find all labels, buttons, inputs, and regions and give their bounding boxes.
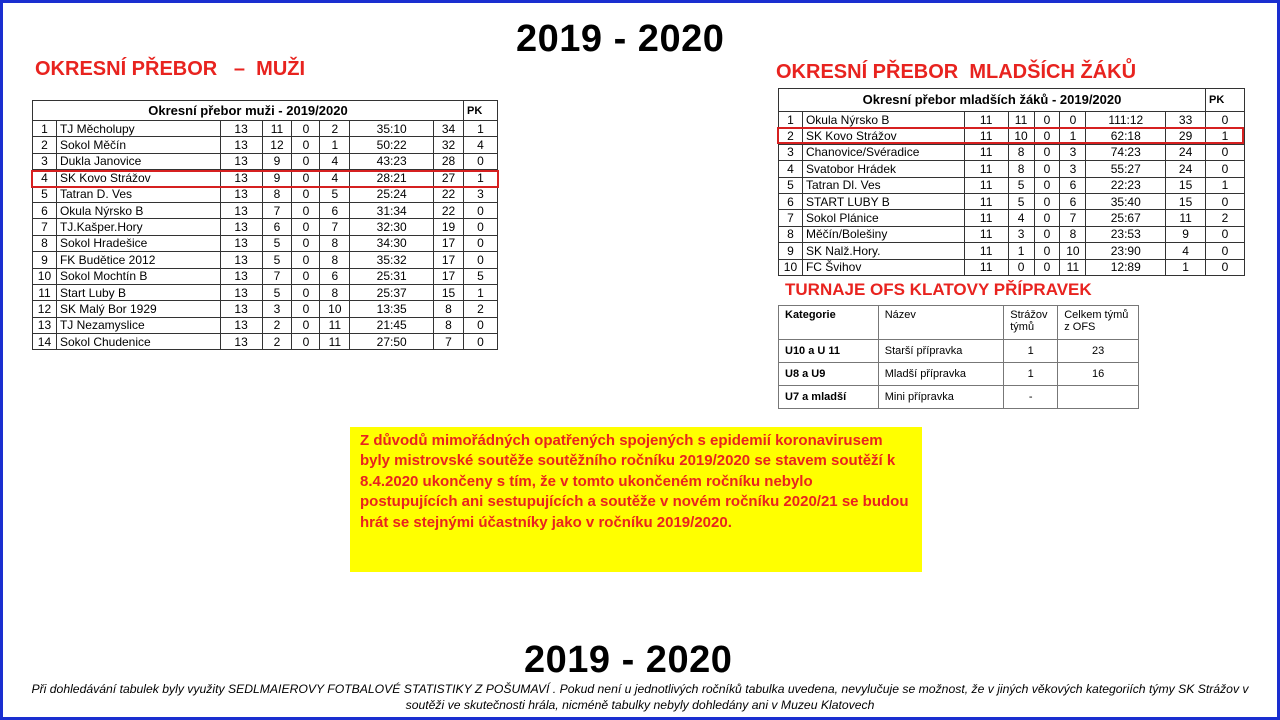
men-cell-score: 35:32 [350,252,434,268]
men-cell-score: 28:21 [350,170,434,186]
juniors-cell-wins: 10 [1008,128,1034,144]
men-cell-wins: 2 [262,334,292,350]
juniors-cell-draws: 0 [1034,128,1060,144]
men-cell-pk: 2 [463,301,497,317]
juniors-cell-score: 25:67 [1086,210,1166,226]
tournaments-table [778,305,1139,409]
juniors-cell-draws: 0 [1034,226,1060,242]
juniors-cell-rank: 4 [779,161,803,177]
men-table-row [33,186,498,202]
men-cell-wins: 12 [262,137,292,153]
men-cell-pk: 0 [463,334,497,350]
men-cell-played: 13 [220,252,262,268]
men-table-row [33,202,498,218]
tournaments-heading: TURNAJE OFS KLATOVY PŘÍPRAVEK [785,280,1092,299]
men-cell-score: 31:34 [350,202,434,218]
men-cell-team: SK Malý Bor 1929 [56,301,220,317]
men-cell-draws: 0 [292,121,320,137]
men-table-row [33,334,498,350]
juniors-cell-draws: 0 [1034,112,1060,128]
juniors-cell-pk: 0 [1206,243,1245,259]
men-cell-score: 50:22 [350,137,434,153]
men-cell-losses: 8 [320,284,350,300]
juniors-cell-wins: 4 [1008,210,1034,226]
juniors-cell-played: 11 [964,112,1008,128]
men-cell-losses: 8 [320,235,350,251]
juniors-cell-rank: 2 [779,128,803,144]
men-cell-draws: 0 [292,301,320,317]
juniors-cell-wins: 3 [1008,226,1034,242]
men-cell-draws: 0 [292,153,320,169]
juniors-cell-played: 11 [964,128,1008,144]
tournaments-cell-category: U7 a mladší [779,386,879,409]
men-cell-points: 22 [434,202,464,218]
men-cell-team: TJ Měcholupy [56,121,220,137]
men-cell-wins: 7 [262,268,292,284]
tournaments-cell-category: U10 a U 11 [779,340,879,363]
men-cell-points: 32 [434,137,464,153]
juniors-cell-draws: 0 [1034,210,1060,226]
season-title-top: 2019 - 2020 [516,18,725,60]
men-cell-pk: 5 [463,268,497,284]
men-cell-draws: 0 [292,252,320,268]
juniors-cell-team: Tatran Dl. Ves [802,177,964,193]
juniors-cell-points: 24 [1166,144,1206,160]
men-cell-score: 25:31 [350,268,434,284]
men-cell-points: 17 [434,235,464,251]
juniors-cell-pk: 0 [1206,161,1245,177]
men-cell-team: Sokol Hradešice [56,235,220,251]
men-table-header-row [33,101,498,121]
men-cell-team: FK Budětice 2012 [56,252,220,268]
juniors-cell-pk: 1 [1206,128,1245,144]
men-cell-points: 17 [434,252,464,268]
juniors-cell-played: 11 [964,193,1008,209]
juniors-cell-team: Svatobor Hrádek [802,161,964,177]
men-cell-draws: 0 [292,186,320,202]
men-cell-points: 28 [434,153,464,169]
men-cell-team: Dukla Janovice [56,153,220,169]
juniors-cell-draws: 0 [1034,259,1060,275]
men-cell-losses: 11 [320,334,350,350]
men-cell-losses: 10 [320,301,350,317]
juniors-cell-pk: 2 [1206,210,1245,226]
men-cell-losses: 11 [320,317,350,333]
men-cell-played: 13 [220,170,262,186]
men-table-row [33,301,498,317]
juniors-cell-points: 15 [1166,177,1206,193]
juniors-cell-score: 62:18 [1086,128,1166,144]
juniors-cell-score: 35:40 [1086,193,1166,209]
men-cell-score: 25:37 [350,284,434,300]
men-cell-pk: 4 [463,137,497,153]
men-cell-team: Sokol Chudenice [56,334,220,350]
juniors-cell-losses: 10 [1060,243,1086,259]
men-cell-played: 13 [220,334,262,350]
men-table-row [33,137,498,153]
men-cell-wins: 7 [262,202,292,218]
men-cell-points: 17 [434,268,464,284]
men-cell-team: Start Luby B [56,284,220,300]
juniors-cell-team: Okula Nýrsko B [802,112,964,128]
juniors-cell-draws: 0 [1034,144,1060,160]
men-cell-losses: 5 [320,186,350,202]
men-cell-score: 35:10 [350,121,434,137]
men-cell-wins: 9 [262,170,292,186]
men-cell-rank: 3 [33,153,57,169]
juniors-cell-rank: 5 [779,177,803,193]
men-cell-rank: 1 [33,121,57,137]
men-cell-wins: 5 [262,284,292,300]
men-cell-rank: 10 [33,268,57,284]
juniors-cell-rank: 9 [779,243,803,259]
men-cell-points: 22 [434,186,464,202]
juniors-cell-played: 11 [964,259,1008,275]
juniors-league-table [778,88,1245,276]
juniors-cell-rank: 8 [779,226,803,242]
juniors-cell-rank: 6 [779,193,803,209]
tournaments-cell-total-teams: 16 [1058,363,1139,386]
men-cell-team: Sokol Měčín [56,137,220,153]
juniors-cell-points: 15 [1166,193,1206,209]
men-cell-losses: 6 [320,268,350,284]
juniors-cell-losses: 3 [1060,161,1086,177]
juniors-cell-points: 11 [1166,210,1206,226]
men-cell-score: 21:45 [350,317,434,333]
men-cell-losses: 6 [320,202,350,218]
juniors-table-row [779,112,1245,128]
tournaments-header-row [779,306,1139,340]
juniors-cell-score: 55:27 [1086,161,1166,177]
men-cell-draws: 0 [292,284,320,300]
juniors-cell-draws: 0 [1034,161,1060,177]
men-cell-score: 32:30 [350,219,434,235]
men-cell-team: Tatran D. Ves [56,186,220,202]
juniors-cell-losses: 1 [1060,128,1086,144]
men-cell-rank: 4 [33,170,57,186]
juniors-cell-wins: 5 [1008,193,1034,209]
juniors-cell-score: 74:23 [1086,144,1166,160]
men-table-row [33,235,498,251]
juniors-cell-draws: 0 [1034,243,1060,259]
men-cell-losses: 4 [320,170,350,186]
men-table-row [33,153,498,169]
men-cell-draws: 0 [292,334,320,350]
men-cell-rank: 14 [33,334,57,350]
men-cell-points: 19 [434,219,464,235]
men-cell-pk: 1 [463,284,497,300]
juniors-cell-played: 11 [964,177,1008,193]
juniors-cell-losses: 8 [1060,226,1086,242]
men-cell-rank: 13 [33,317,57,333]
juniors-cell-draws: 0 [1034,177,1060,193]
juniors-table-row [779,243,1245,259]
tournaments-header-strazov-teams: Strážov týmů [1004,306,1058,340]
men-cell-losses: 7 [320,219,350,235]
men-cell-played: 13 [220,137,262,153]
men-cell-wins: 8 [262,186,292,202]
men-cell-score: 25:24 [350,186,434,202]
men-cell-pk: 1 [463,121,497,137]
tournaments-row [779,340,1139,363]
men-cell-rank: 11 [33,284,57,300]
juniors-table-row [779,210,1245,226]
men-cell-pk: 0 [463,317,497,333]
men-cell-played: 13 [220,219,262,235]
juniors-table-title: Okresní přebor mladších žáků - 2019/2020 [779,89,1206,112]
juniors-cell-team: START LUBY B [802,193,964,209]
juniors-cell-pk: 0 [1206,259,1245,275]
men-cell-score: 43:23 [350,153,434,169]
juniors-cell-points: 29 [1166,128,1206,144]
tournaments-cell-category: U8 a U9 [779,363,879,386]
men-cell-score: 27:50 [350,334,434,350]
men-cell-wins: 11 [262,121,292,137]
men-highlight-strazov [31,170,499,188]
juniors-cell-wins: 11 [1008,112,1034,128]
juniors-cell-losses: 3 [1060,144,1086,160]
juniors-cell-wins: 0 [1008,259,1034,275]
juniors-cell-score: 23:53 [1086,226,1166,242]
tournaments-cell-total-teams [1058,386,1139,409]
season-title-bottom: 2019 - 2020 [524,639,733,681]
men-cell-team: TJ.Kašper.Hory [56,219,220,235]
tournaments-cell-strazov-teams: - [1004,386,1058,409]
juniors-table-row [779,259,1245,275]
juniors-cell-score: 23:90 [1086,243,1166,259]
men-table-row [33,121,498,137]
juniors-cell-points: 24 [1166,161,1206,177]
men-cell-played: 13 [220,284,262,300]
men-cell-losses: 2 [320,121,350,137]
juniors-cell-pk: 0 [1206,226,1245,242]
men-cell-losses: 4 [320,153,350,169]
men-cell-rank: 5 [33,186,57,202]
men-cell-pk: 0 [463,252,497,268]
tournaments-header-total-teams: Celkem týmů z OFS [1058,306,1139,340]
men-cell-points: 8 [434,317,464,333]
tournaments-cell-total-teams: 23 [1058,340,1139,363]
men-cell-wins: 5 [262,235,292,251]
juniors-cell-wins: 8 [1008,144,1034,160]
men-cell-wins: 5 [262,252,292,268]
juniors-cell-team: FC Švihov [802,259,964,275]
men-cell-score: 34:30 [350,235,434,251]
juniors-cell-team: SK Nalž.Hory. [802,243,964,259]
juniors-cell-points: 9 [1166,226,1206,242]
tournaments-cell-name: Mini přípravka [878,386,1004,409]
men-league-heading: OKRESNÍ PŘEBOR – MUŽI [35,58,306,80]
juniors-cell-pk: 1 [1206,177,1245,193]
men-cell-wins: 9 [262,153,292,169]
juniors-cell-score: 22:23 [1086,177,1166,193]
juniors-cell-team: Sokol Plánice [802,210,964,226]
men-cell-wins: 2 [262,317,292,333]
tournaments-cell-name: Starší přípravka [878,340,1004,363]
men-cell-pk: 0 [463,202,497,218]
tournaments-header-category: Kategorie [779,306,879,340]
juniors-table-row [779,226,1245,242]
men-cell-rank: 8 [33,235,57,251]
juniors-cell-wins: 1 [1008,243,1034,259]
men-table-row [33,252,498,268]
men-pk-header: PK [463,101,497,121]
juniors-cell-played: 11 [964,210,1008,226]
juniors-cell-rank: 1 [779,112,803,128]
tournaments-cell-name: Mladší přípravka [878,363,1004,386]
men-cell-points: 34 [434,121,464,137]
men-table-row [33,284,498,300]
men-cell-draws: 0 [292,317,320,333]
men-cell-score: 13:35 [350,301,434,317]
juniors-pk-header: PK [1206,89,1245,112]
covid-notice: Z důvodů mimořádných opatřených spojených s epidemií koronavirusem byly mistrovské soutěže soutěžního ročníku 2019/2020 se stavem soutěží k 8.4.2020 ukončeny s tím, že v tomto ukončeném ročníku nebylo postupujících ani sestupujících a soutěže v novém ročníku 2020/21 se budou hrát se stejnými účastníky jako v ročníku 2019/2020. [350,427,922,572]
men-cell-points: 15 [434,284,464,300]
juniors-table-row [779,177,1245,193]
men-cell-draws: 0 [292,235,320,251]
juniors-cell-score: 111:12 [1086,112,1166,128]
men-cell-wins: 3 [262,301,292,317]
men-cell-draws: 0 [292,137,320,153]
men-cell-rank: 9 [33,252,57,268]
men-cell-wins: 6 [262,219,292,235]
men-cell-played: 13 [220,301,262,317]
juniors-cell-pk: 0 [1206,144,1245,160]
men-cell-draws: 0 [292,219,320,235]
sources-footnote: Při dohledávání tabulek byly využity SEDLMAIEROVY FOTBALOVÉ STATISTIKY Z POŠUMAVÍ . Pokud není u jednotlivých ročníků tabulka uvedena, nevylučuje se možnost, že v jiných věkových kategoriích týmy SK Strážov v soutěži ve skutečnosti hrála, nicméně tabulky nebyly dohledány ani v Muzeu Klatovech [31,682,1249,712]
men-cell-played: 13 [220,235,262,251]
men-cell-points: 8 [434,301,464,317]
men-cell-played: 13 [220,202,262,218]
juniors-cell-points: 1 [1166,259,1206,275]
juniors-cell-losses: 0 [1060,112,1086,128]
juniors-cell-losses: 6 [1060,193,1086,209]
juniors-cell-team: SK Kovo Strážov [802,128,964,144]
men-cell-pk: 3 [463,186,497,202]
men-cell-played: 13 [220,317,262,333]
juniors-highlight-strazov [777,127,1244,144]
tournaments-row [779,363,1139,386]
juniors-league-heading: OKRESNÍ PŘEBOR MLADŠÍCH ŽÁKŮ [776,61,1137,83]
juniors-table-row [779,144,1245,160]
juniors-cell-losses: 11 [1060,259,1086,275]
tournaments-cell-strazov-teams: 1 [1004,340,1058,363]
juniors-table-row [779,193,1245,209]
juniors-cell-pk: 0 [1206,112,1245,128]
men-cell-pk: 0 [463,153,497,169]
men-cell-team: SK Kovo Strážov [56,170,220,186]
tournaments-cell-strazov-teams: 1 [1004,363,1058,386]
juniors-cell-losses: 7 [1060,210,1086,226]
men-cell-rank: 7 [33,219,57,235]
juniors-cell-rank: 3 [779,144,803,160]
men-table-row [33,268,498,284]
men-cell-draws: 0 [292,202,320,218]
men-cell-played: 13 [220,153,262,169]
men-cell-pk: 0 [463,235,497,251]
men-table-row [33,219,498,235]
juniors-cell-played: 11 [964,144,1008,160]
juniors-cell-wins: 5 [1008,177,1034,193]
men-cell-pk: 1 [463,170,497,186]
juniors-cell-points: 4 [1166,243,1206,259]
juniors-cell-points: 33 [1166,112,1206,128]
juniors-cell-team: Měčín/Bolešiny [802,226,964,242]
men-cell-played: 13 [220,186,262,202]
men-cell-played: 13 [220,121,262,137]
juniors-cell-wins: 8 [1008,161,1034,177]
men-cell-losses: 8 [320,252,350,268]
men-cell-pk: 0 [463,219,497,235]
men-cell-draws: 0 [292,268,320,284]
juniors-cell-score: 12:89 [1086,259,1166,275]
men-cell-points: 27 [434,170,464,186]
juniors-cell-team: Chanovice/Svéradice [802,144,964,160]
juniors-cell-rank: 7 [779,210,803,226]
men-table-row [33,317,498,333]
men-cell-draws: 0 [292,170,320,186]
juniors-cell-losses: 6 [1060,177,1086,193]
men-cell-played: 13 [220,268,262,284]
juniors-cell-pk: 0 [1206,193,1245,209]
men-cell-team: Okula Nýrsko B [56,202,220,218]
juniors-cell-played: 11 [964,226,1008,242]
juniors-cell-draws: 0 [1034,193,1060,209]
juniors-cell-rank: 10 [779,259,803,275]
men-cell-team: TJ Nezamyslice [56,317,220,333]
juniors-cell-played: 11 [964,243,1008,259]
juniors-table-header-row [779,89,1245,112]
men-cell-points: 7 [434,334,464,350]
men-cell-rank: 6 [33,202,57,218]
tournaments-row [779,386,1139,409]
men-table-title: Okresní přebor muži - 2019/2020 [33,101,464,121]
men-cell-team: Sokol Mochtín B [56,268,220,284]
men-cell-rank: 12 [33,301,57,317]
men-league-table [32,100,498,350]
juniors-table-row [779,161,1245,177]
men-cell-losses: 1 [320,137,350,153]
tournaments-header-name: Název [878,306,1004,340]
men-cell-rank: 2 [33,137,57,153]
juniors-cell-played: 11 [964,161,1008,177]
